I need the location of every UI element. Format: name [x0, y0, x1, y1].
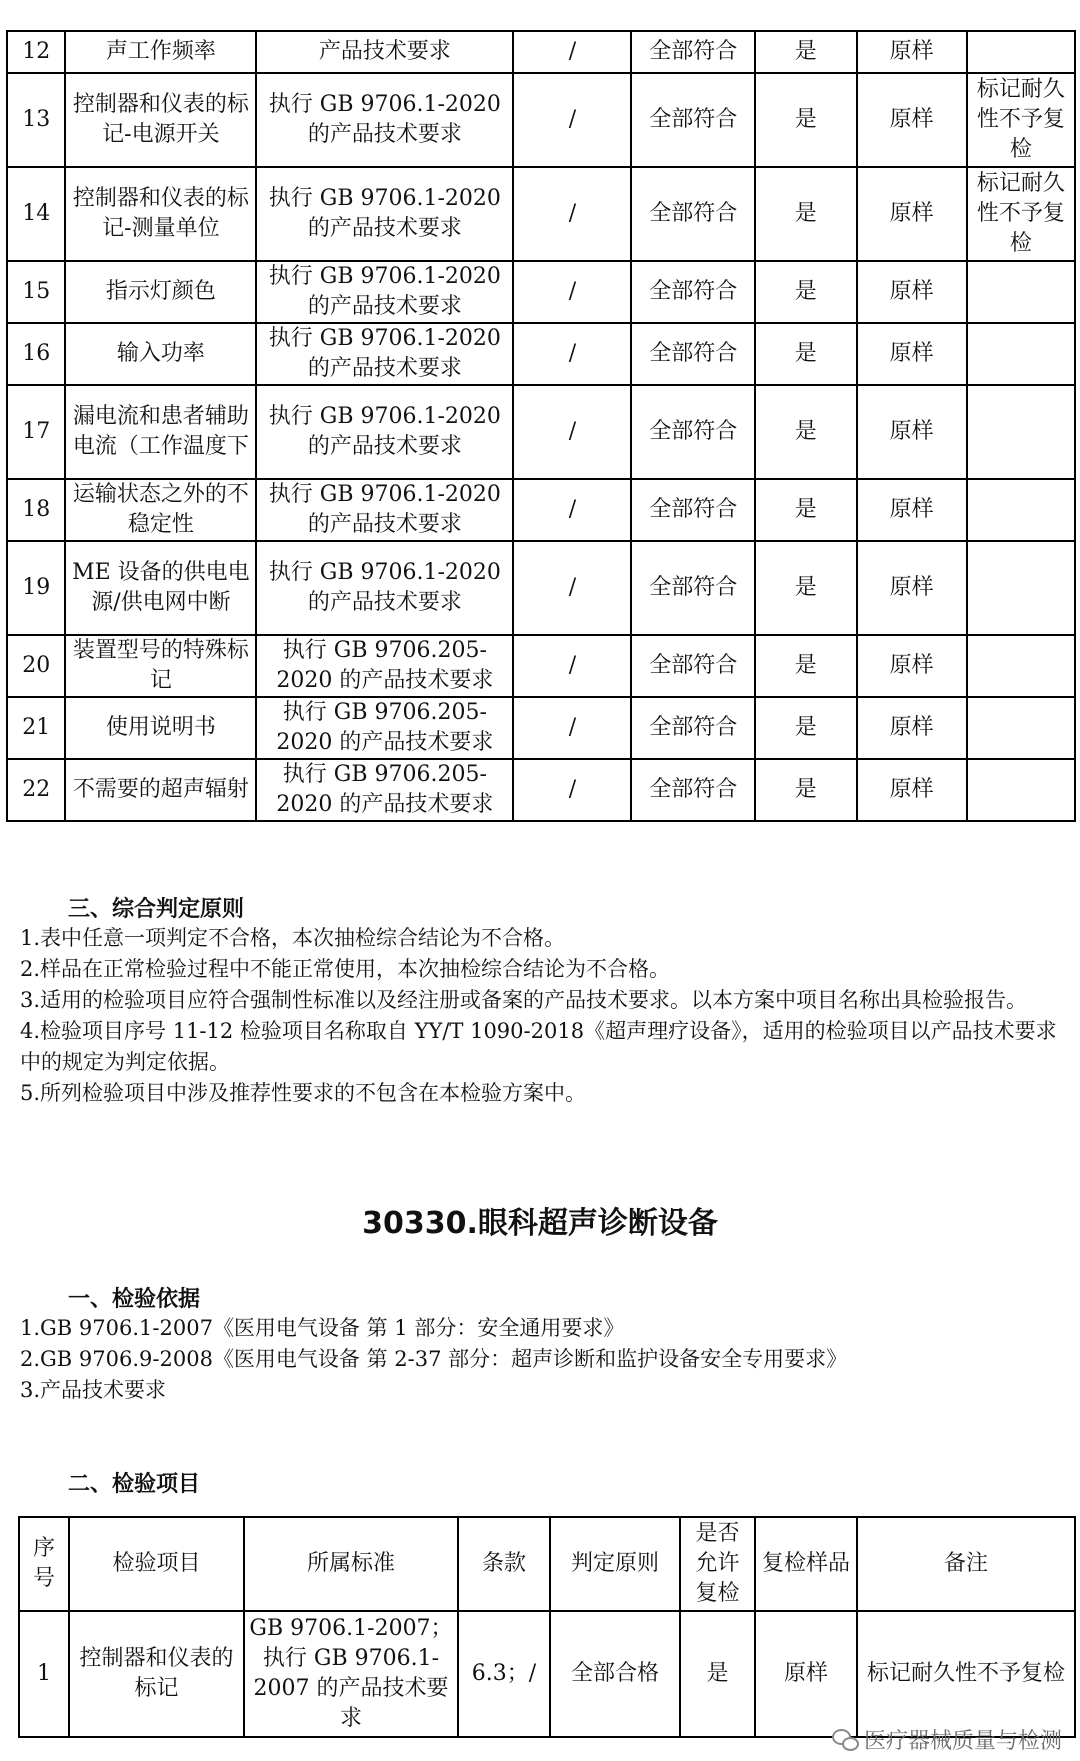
cell-no: 13	[7, 73, 65, 167]
cell-item: 运输状态之外的不稳定性	[65, 479, 256, 541]
cell-note	[967, 31, 1075, 73]
cell-retest: 是	[680, 1611, 755, 1737]
cell-no: 12	[7, 31, 65, 73]
cell-item: 控制器和仪表的标记-测量单位	[65, 167, 256, 261]
cell-no: 14	[7, 167, 65, 261]
cell-principle: 全部符合	[631, 261, 755, 323]
cell-standard: GB 9706.1-2007；执行 GB 9706.1-2007 的产品技术要求	[244, 1611, 458, 1737]
cell-standard: 执行 GB 9706.205-2020 的产品技术要求	[256, 759, 513, 821]
basis-item: 1.GB 9706.1-2007《医用电气设备 第 1 部分：安全通用要求》	[20, 1316, 625, 1340]
cell-clause: /	[513, 73, 631, 167]
cell-clause: /	[513, 167, 631, 261]
cell-standard: 执行 GB 9706.1-2020 的产品技术要求	[256, 541, 513, 635]
cell-clause: /	[513, 479, 631, 541]
cell-retest: 是	[755, 323, 857, 385]
cell-no: 19	[7, 541, 65, 635]
cell-principle: 全部符合	[631, 323, 755, 385]
principle-item: 3.适用的检验项目应符合强制性标准以及经注册或备案的产品技术要求。以本方案中项目名称出具检验报告。	[20, 988, 1028, 1012]
cell-clause: /	[513, 697, 631, 759]
principle-item: 1.表中任意一项判定不合格，本次抽检综合结论为不合格。	[20, 926, 566, 950]
header-no: 序号	[19, 1517, 69, 1611]
cell-item: 指示灯颜色	[65, 261, 256, 323]
cell-item: 声工作频率	[65, 31, 256, 73]
cell-item: 控制器和仪表的标记	[69, 1611, 244, 1737]
cell-retest: 是	[755, 541, 857, 635]
cell-item: 装置型号的特殊标记	[65, 635, 256, 697]
cell-no: 22	[7, 759, 65, 821]
cell-retest: 是	[755, 697, 857, 759]
header-note: 备注	[857, 1517, 1075, 1611]
header-sample: 复检样品	[755, 1517, 857, 1611]
cell-principle: 全部符合	[631, 31, 755, 73]
wechat-icon	[832, 1729, 858, 1751]
cell-note	[967, 261, 1075, 323]
header-item: 检验项目	[69, 1517, 244, 1611]
cell-note	[967, 697, 1075, 759]
cell-retest: 是	[755, 261, 857, 323]
cell-retest: 是	[755, 635, 857, 697]
table-row	[7, 31, 1075, 73]
table-row	[7, 635, 1075, 697]
cell-sample: 原样	[857, 261, 967, 323]
header-retest: 是否允许复检	[680, 1517, 755, 1611]
cell-note	[967, 323, 1075, 385]
principle-item: 5.所列检验项目中涉及推荐性要求的不包含在本检验方案中。	[20, 1081, 587, 1105]
cell-principle: 全部符合	[631, 479, 755, 541]
cell-note: 标记耐久性不予复检	[967, 167, 1075, 261]
cell-standard: 执行 GB 9706.1-2020 的产品技术要求	[256, 385, 513, 479]
cell-standard: 执行 GB 9706.1-2020 的产品技术要求	[256, 261, 513, 323]
table-row	[7, 261, 1075, 323]
cell-principle: 全部符合	[631, 635, 755, 697]
inspection-items-table	[18, 1516, 1076, 1738]
table-row	[7, 73, 1075, 167]
header-standard: 所属标准	[244, 1517, 458, 1611]
cell-principle: 全部符合	[631, 759, 755, 821]
cell-standard: 执行 GB 9706.205-2020 的产品技术要求	[256, 635, 513, 697]
cell-note	[967, 759, 1075, 821]
principle-item: 2.样品在正常检验过程中不能正常使用，本次抽检综合结论为不合格。	[20, 957, 671, 981]
cell-clause: /	[513, 385, 631, 479]
cell-standard: 执行 GB 9706.1-2020 的产品技术要求	[256, 167, 513, 261]
section-heading: 二、检验项目	[68, 1472, 201, 1497]
header-principle: 判定原则	[550, 1517, 680, 1611]
cell-principle: 全部符合	[631, 697, 755, 759]
principle-item: 4.检验项目序号 11-12 检验项目名称取自 YY/T 1090-2018《超声理疗设备》，适用的检验项目以产品技术要求中的规定为判定依据。	[20, 1019, 1057, 1074]
cell-no: 20	[7, 635, 65, 697]
cell-principle: 全部符合	[631, 167, 755, 261]
cell-standard: 执行 GB 9706.1-2020 的产品技术要求	[256, 323, 513, 385]
cell-clause: /	[513, 323, 631, 385]
cell-retest: 是	[755, 31, 857, 73]
header-clause: 条款	[458, 1517, 550, 1611]
section-heading: 三、综合判定原则	[68, 897, 245, 922]
cell-item: ME 设备的供电电源/供电网中断	[65, 541, 256, 635]
cell-note: 标记耐久性不予复检	[967, 73, 1075, 167]
inspection-basis-list	[20, 1313, 1060, 1406]
cell-no: 21	[7, 697, 65, 759]
watermark-text: 医疗器械质量与检测	[863, 1729, 1062, 1754]
cell-retest: 是	[755, 73, 857, 167]
cell-sample: 原样	[857, 635, 967, 697]
cell-standard: 执行 GB 9706.1-2020 的产品技术要求	[256, 73, 513, 167]
document-title: 30330.眼科超声诊断设备	[362, 1206, 718, 1241]
table-row	[7, 385, 1075, 479]
cell-no: 15	[7, 261, 65, 323]
cell-no: 16	[7, 323, 65, 385]
cell-item: 使用说明书	[65, 697, 256, 759]
cell-standard: 执行 GB 9706.1-2020 的产品技术要求	[256, 479, 513, 541]
cell-sample: 原样	[857, 479, 967, 541]
table-row	[7, 697, 1075, 759]
cell-sample: 原样	[857, 167, 967, 261]
cell-standard: 执行 GB 9706.205-2020 的产品技术要求	[256, 697, 513, 759]
cell-clause: /	[513, 31, 631, 73]
table-row	[7, 541, 1075, 635]
cell-sample: 原样	[857, 541, 967, 635]
cell-no: 18	[7, 479, 65, 541]
section-heading: 一、检验依据	[68, 1287, 201, 1312]
table-row	[7, 323, 1075, 385]
cell-standard: 产品技术要求	[256, 31, 513, 73]
watermark	[832, 1724, 1062, 1755]
cell-principle: 全部符合	[631, 73, 755, 167]
cell-sample: 原样	[755, 1611, 857, 1737]
cell-principle: 全部符合	[631, 541, 755, 635]
cell-sample: 原样	[857, 31, 967, 73]
cell-retest: 是	[755, 479, 857, 541]
cell-sample: 原样	[857, 323, 967, 385]
cell-item: 输入功率	[65, 323, 256, 385]
inspection-table-continued	[6, 30, 1076, 822]
basis-item: 2.GB 9706.9-2008《医用电气设备 第 2-37 部分：超声诊断和监护设备安全专用要求》	[20, 1347, 848, 1371]
cell-no: 1	[19, 1611, 69, 1737]
cell-sample: 原样	[857, 73, 967, 167]
table-row	[7, 759, 1075, 821]
table-row	[19, 1611, 1075, 1737]
cell-no: 17	[7, 385, 65, 479]
cell-note	[967, 541, 1075, 635]
judgement-principles	[20, 923, 1060, 1109]
cell-sample: 原样	[857, 385, 967, 479]
cell-principle: 全部符合	[631, 385, 755, 479]
cell-principle: 全部合格	[550, 1611, 680, 1737]
table-header-row	[19, 1517, 1075, 1611]
cell-note	[967, 635, 1075, 697]
cell-item: 控制器和仪表的标记-电源开关	[65, 73, 256, 167]
basis-item: 3.产品技术要求	[20, 1378, 167, 1402]
cell-note	[967, 385, 1075, 479]
cell-clause: /	[513, 635, 631, 697]
cell-sample: 原样	[857, 759, 967, 821]
cell-item: 漏电流和患者辅助电流（工作温度下	[65, 385, 256, 479]
table-row	[7, 479, 1075, 541]
cell-retest: 是	[755, 167, 857, 261]
cell-note: 标记耐久性不予复检	[857, 1611, 1075, 1737]
cell-clause: /	[513, 541, 631, 635]
cell-sample: 原样	[857, 697, 967, 759]
cell-clause: /	[513, 759, 631, 821]
cell-clause: 6.3；/	[458, 1611, 550, 1737]
cell-item: 不需要的超声辐射	[65, 759, 256, 821]
cell-retest: 是	[755, 385, 857, 479]
cell-clause: /	[513, 261, 631, 323]
cell-note	[967, 479, 1075, 541]
cell-retest: 是	[755, 759, 857, 821]
table-row	[7, 167, 1075, 261]
